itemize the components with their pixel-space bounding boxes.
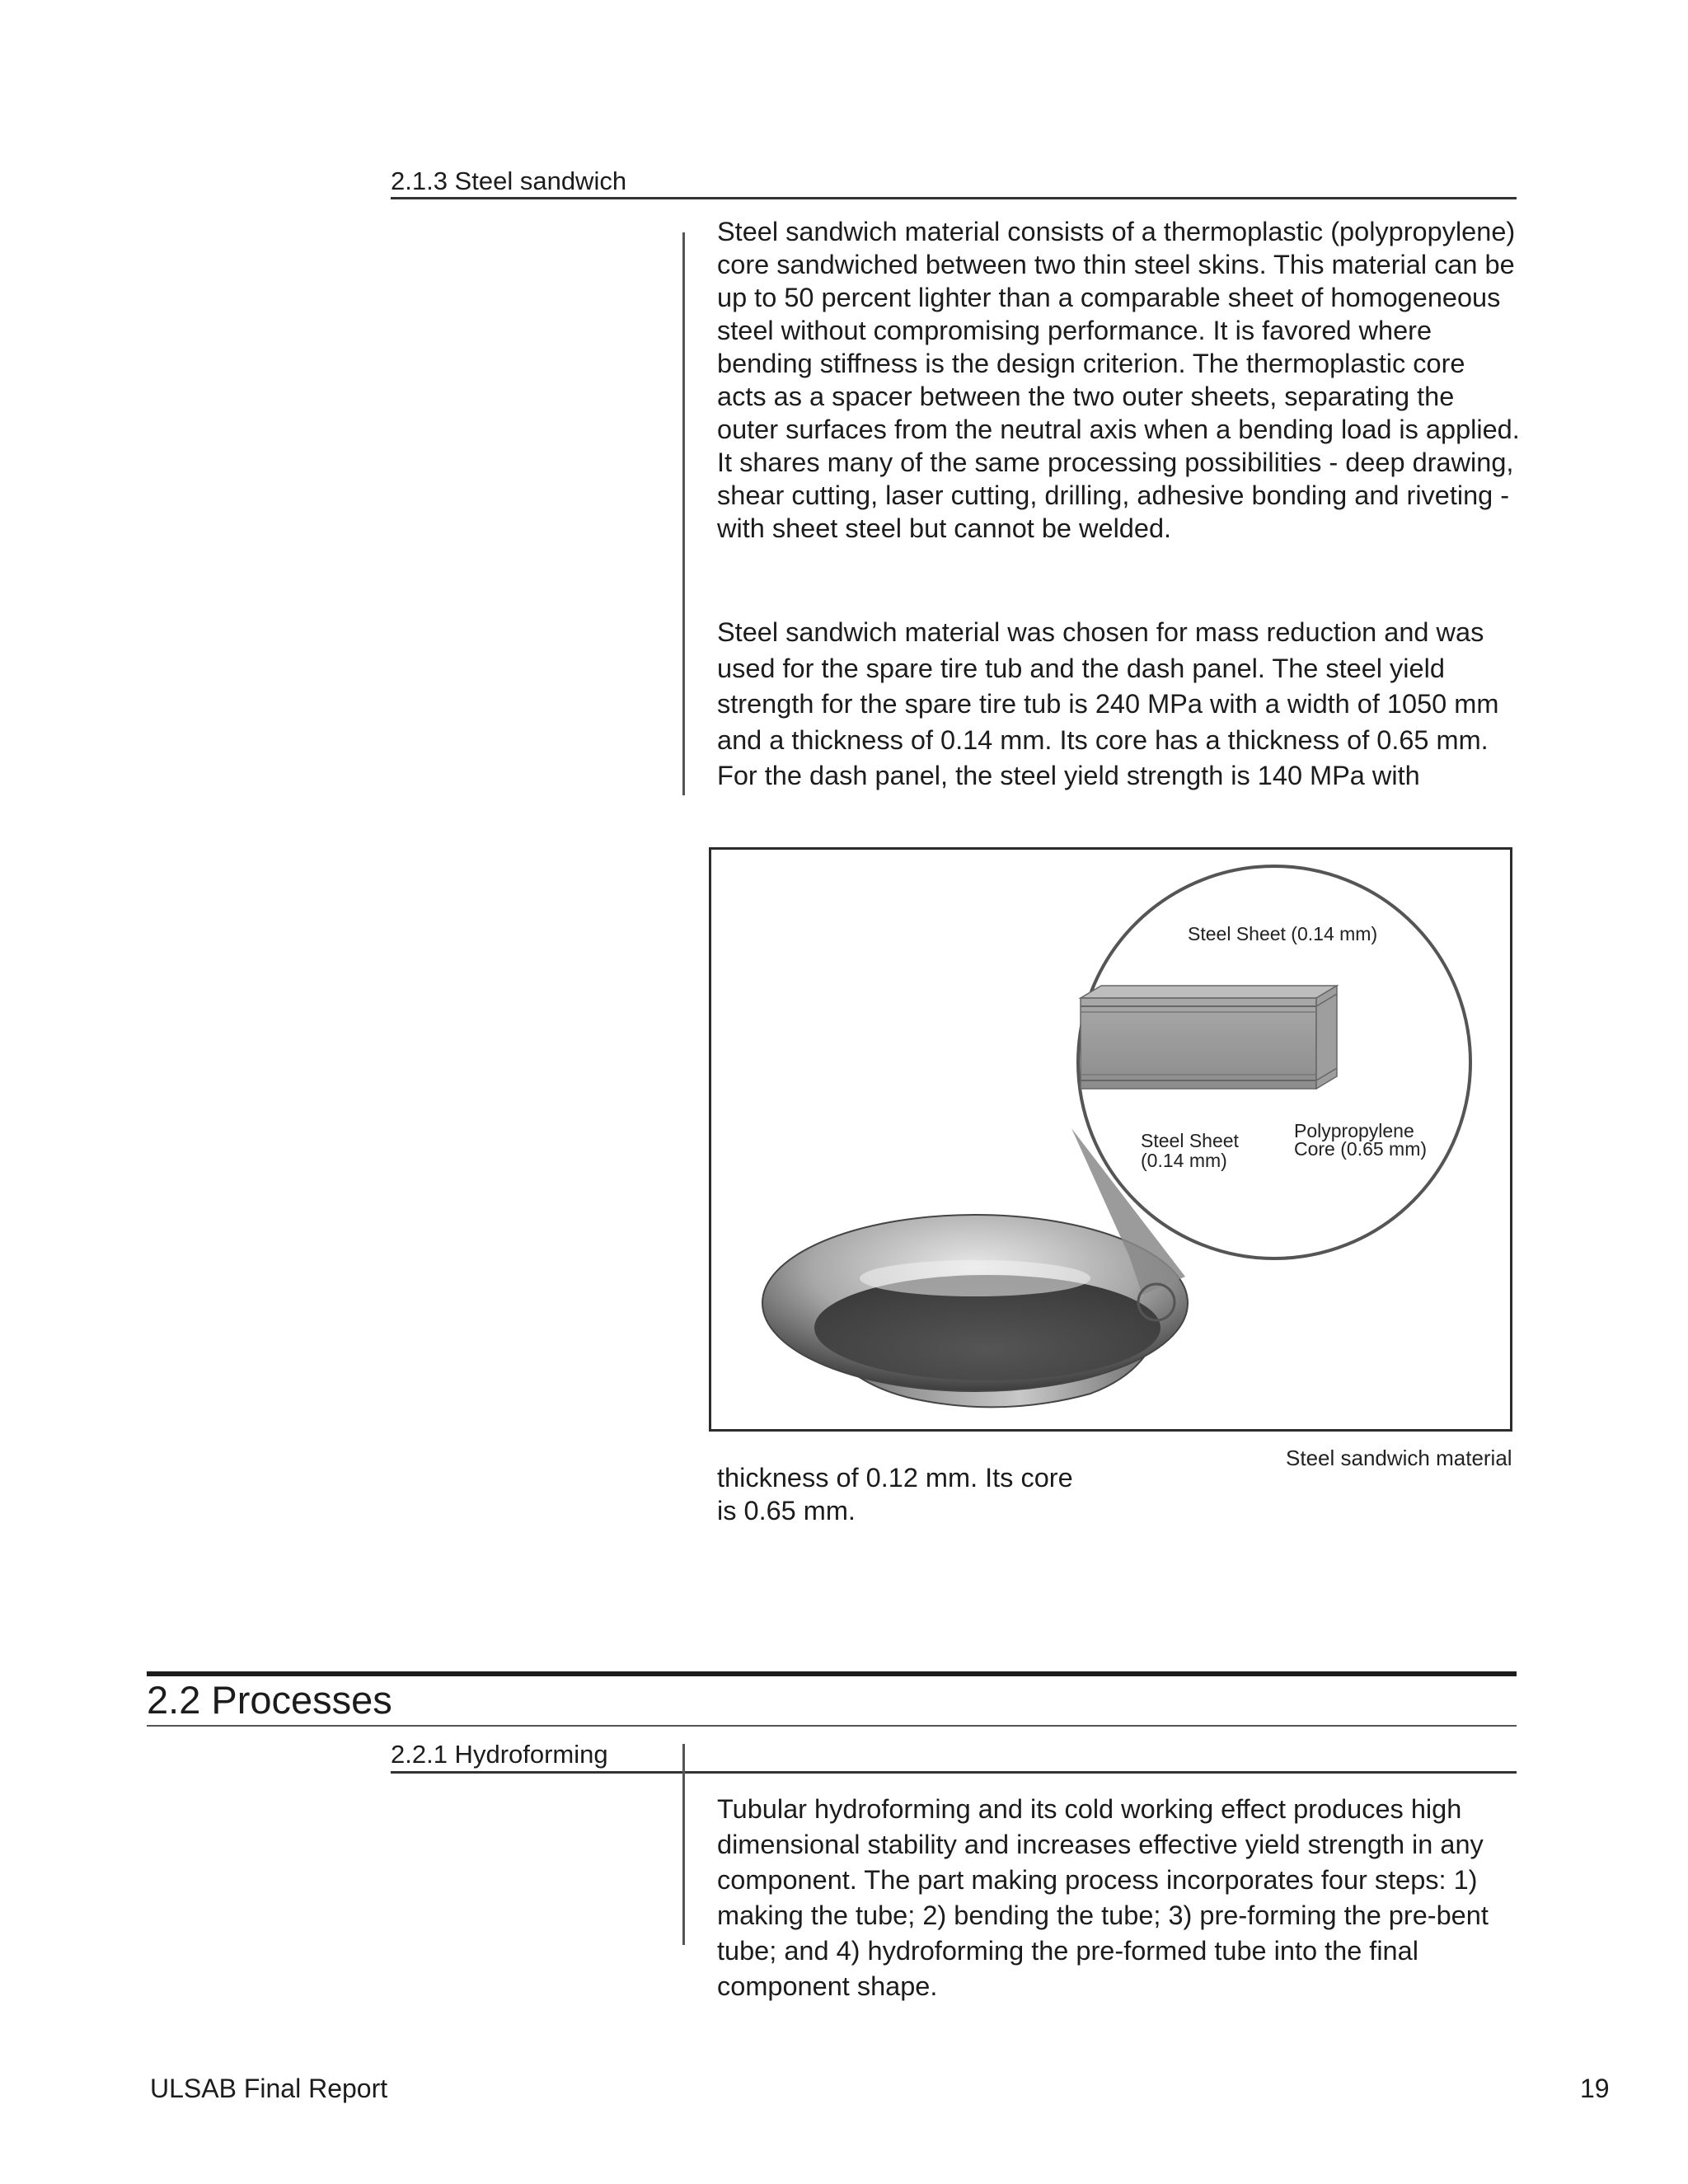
steel-sandwich-paragraph-2: Steel sandwich material was chosen for mass reduction and was used for the spare tire tub and the dash panel. The steel yield strength for the spare tire tub is 240 MPa with a width of 1050 mm and a thickness of 0.14 mm. Its core has a thickness of 0.65 mm. For the dash panel, the steel yield strength is 140 MPa with [717, 617, 1499, 790]
figure-caption: Steel sandwich material [1286, 1446, 1512, 1470]
margin-rule [682, 232, 685, 795]
steel-sandwich-paragraph-1: Steel sandwich material consists of a thermoplastic (polypropylene) core sandwiched between two thin steel skins. This material can be up to 50 percent lighter than a comparable sheet of homogeneous steel without compromising performance. It is favored where bending stiffness is the design criterion. The thermoplastic core acts as a spacer between the two outer sheets, separating the outer surfaces from the neutral axis when a bending load is applied. It shares many of the same processing possibilities - deep drawing, shear cutting, laser cutting, drilling, adhesive bonding and riveting - with sheet steel but cannot be welded. [717, 217, 1520, 543]
footer-report-title: ULSAB Final Report [150, 2074, 388, 2103]
hydroforming-heading-rule [391, 1771, 1517, 1774]
section-thin-rule [147, 1725, 1517, 1727]
label-bottom-steel-sheet-line2: (0.14 mm) [1141, 1150, 1227, 1171]
heading-rule [391, 197, 1517, 199]
subsection-heading-hydroforming: 2.2.1 Hydroforming [391, 1740, 608, 1769]
footer-page-number: 19 [1580, 2074, 1610, 2103]
label-bottom-steel-sheet-line1: Steel Sheet [1141, 1130, 1239, 1151]
hydroforming-paragraph: Tubular hydroforming and its cold working effect produces high dimensional stability and increases effective yield strength in any component. The part making process incorporates four steps: 1) making the tube; 2) bending the tube; 3) pre-forming the pre-bent tube; and 4) hydroforming the pre-formed tube into the final component shape. [717, 1794, 1489, 2001]
steel-sandwich-continuation: thickness of 0.12 mm. Its core is 0.65 mm. [717, 1463, 1073, 1526]
section-heading-processes: 2.2 Processes [147, 1678, 392, 1722]
section-thick-rule [147, 1671, 1517, 1676]
label-top-steel-sheet: Steel Sheet (0.14 mm) [1188, 923, 1378, 944]
hydroforming-margin-rule [682, 1744, 685, 1945]
label-core-line2: Core (0.65 mm) [1294, 1138, 1428, 1160]
steel-sandwich-figure [709, 847, 1512, 1432]
label-core-line1: Polypropylene [1294, 1120, 1414, 1141]
sandwich-cross-section [1081, 986, 1337, 1089]
subsection-heading-steel-sandwich: 2.1.3 Steel sandwich [391, 166, 627, 195]
